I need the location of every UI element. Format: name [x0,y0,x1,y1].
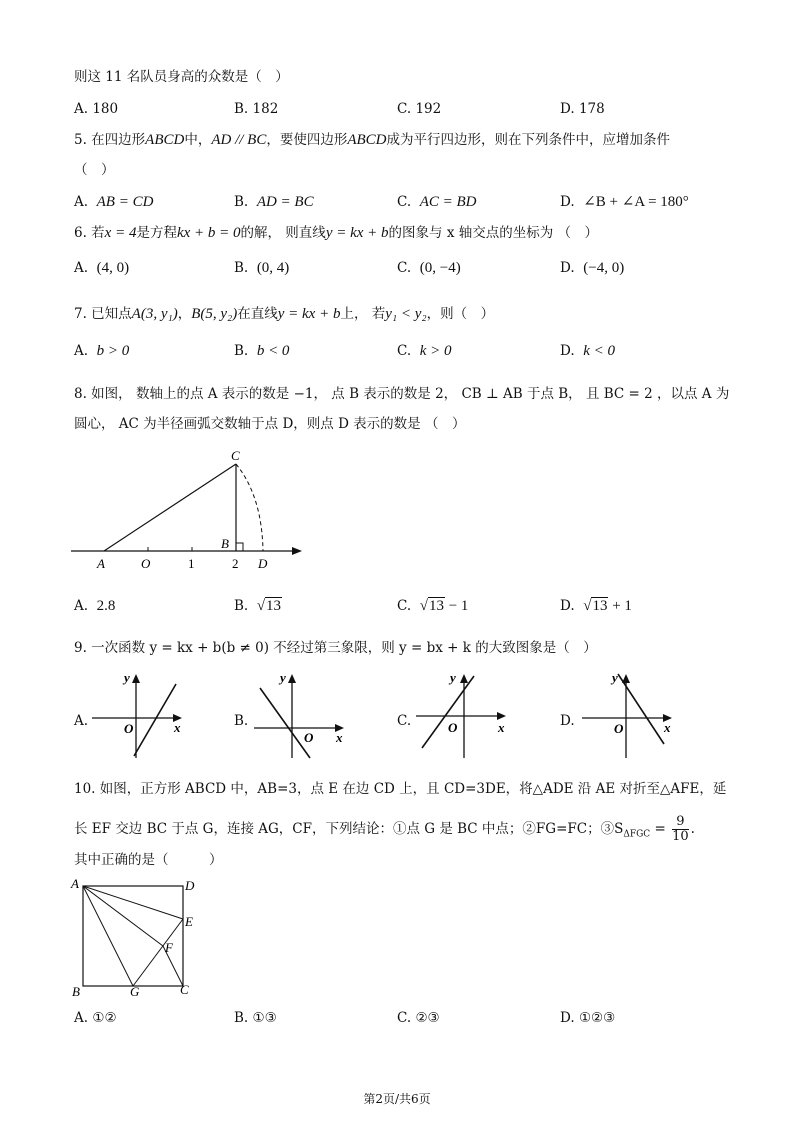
segment-ac [104,464,236,551]
q8-option-c[interactable]: C. √13 − 1 [397,598,469,614]
q9-graph-b[interactable] [252,670,352,760]
q7-option-c[interactable]: C. k > 0 [397,343,452,359]
q10-stem-line3: 其中正确的是（ ） [74,852,223,868]
q4-option-a[interactable]: A. 180 [74,101,119,117]
graph-line [422,676,474,748]
q4-option-d[interactable]: D. 178 [560,101,605,117]
svg-text:y: y [612,670,618,685]
q8-option-d[interactable]: D. √13 + 1 [560,598,632,614]
graph-line [260,688,310,758]
label-d: D [258,556,268,571]
svg-text:x: x [336,730,343,745]
page-footer: 第2页/共6页 [363,1092,431,1106]
q10-stem-line2: 长 EF 交边 BC 于点 G，连接 AG，CF，下列结论：①点 G 是 BC 中点；②FG=FC；$③S_{\Delta FGC}$ = $\frac{9}{10}$ . [74,814,695,844]
q5-option-a[interactable]: A. AB = CD [74,194,154,210]
segment-ag [83,886,133,986]
q10-stem-line1: 10. 如图，正方形 ABCD 中，AB=3，点 E 在边 CD 上，且 CD=3DE，将△ADE 沿 AE 对折至△AFE，延 [74,781,727,797]
label-a: A [97,556,105,571]
q9-option-a-label[interactable]: A. [74,713,89,729]
label-o: O [141,556,151,571]
q5-option-d[interactable]: D. ∠B + ∠A = 180° [560,194,689,210]
q6-option-b[interactable]: B. (0, 4) [234,260,290,276]
svg-text:O: O [448,720,458,735]
q5-option-b[interactable]: B. AD = BC [234,194,314,210]
q10-option-b[interactable]: B. ①③ [234,1010,277,1026]
q7-option-a[interactable]: A. b > 0 [74,343,130,359]
q8-option-a[interactable]: A. 2.8 [74,598,116,614]
q4-stem: 则这 11 名队员身高的众数是（ ） [74,69,289,85]
q7-stem: 7. 已知点A(3, y₁)，B(5, y₂)在直线y = kx + b上， 若y₁ < y₂，则（ ） [74,306,495,322]
q5-stem: 5. 在四边形ABCD中，AD // BC，要使四边形ABCD成为平行四边形，则在下列条件中，应增加条件 [74,132,671,148]
q6-stem: 6. 若x = 4是方程kx + b = 0的解， 则直线y = kx + b的图象与 x 轴交点的坐标为 （ ） [74,225,599,241]
q9-stem: 9. 一次函数 y = kx + b(b ≠ 0) 不经过第三象限，则 y = bx + k 的大致图象是（ ） [74,640,597,656]
label-c: C [231,448,240,463]
q6-option-c[interactable]: C. (0, −4) [397,260,461,276]
q8-stem-line2: 圆心， AC 为半径画弧交数轴于点 D，则点 D 表示的数是 （ ） [74,416,466,432]
q5-stem-line2: （ ） [74,162,115,178]
q9-graph-c[interactable] [414,670,514,760]
svg-text:x: x [174,720,181,735]
q6-option-a[interactable]: A. (4, 0) [74,260,130,276]
q10-figure [68,874,208,1000]
square-abcd [83,886,183,986]
label-a: A [71,876,79,891]
svg-text:O: O [304,730,314,745]
graph-line [134,684,176,756]
q7-option-d[interactable]: D. k < 0 [560,343,616,359]
svg-text:y: y [280,670,286,685]
q8-option-b[interactable]: B. √13 [234,598,282,614]
svg-text:y: y [124,670,130,685]
q8-figure [66,446,316,576]
svg-text:O: O [614,721,624,736]
q4-option-c[interactable]: C. 192 [397,101,442,117]
number-line-arrow [292,547,302,555]
label-2: 2 [232,556,239,571]
svg-text:O: O [124,721,134,736]
q4-option-b[interactable]: B. 182 [234,101,279,117]
q9-option-d-label[interactable]: D. [560,713,575,729]
q10-option-a[interactable]: A. ①② [74,1010,117,1026]
graph-line [618,674,664,744]
segment-ae [83,886,183,919]
svg-text:x: x [664,720,671,735]
q10-option-d[interactable]: D. ①②③ [560,1010,616,1026]
q9-option-c-label[interactable]: C. [397,713,412,729]
q10-option-c[interactable]: C. ②③ [397,1010,440,1026]
label-f: F [165,940,173,955]
label-b: B [72,984,80,999]
q8-stem-line1: 8. 如图， 数轴上的点 A 表示的数是 −1， 点 B 表示的数是 2， CB ⊥ AB 于点 B， 且 BC = 2 ，以点 A 为 [74,386,730,402]
q9-graph-a[interactable] [90,670,190,760]
q9-option-b-label[interactable]: B. [234,713,249,729]
arc-cd [236,464,263,551]
label-g: G [130,984,140,999]
svg-text:x: x [498,720,505,735]
svg-text:y: y [450,670,456,685]
q9-graph-d[interactable] [580,670,680,760]
label-c: C [180,982,189,997]
q6-option-d[interactable]: D. (−4, 0) [560,260,625,276]
label-1: 1 [188,556,195,571]
right-angle-mark [236,543,243,551]
segment-af [83,886,163,946]
q7-option-b[interactable]: B. b < 0 [234,343,290,359]
label-b: B [221,536,229,551]
label-d: D [185,878,195,893]
label-e: E [185,914,193,929]
q5-option-c[interactable]: C. AC = BD [397,194,477,210]
